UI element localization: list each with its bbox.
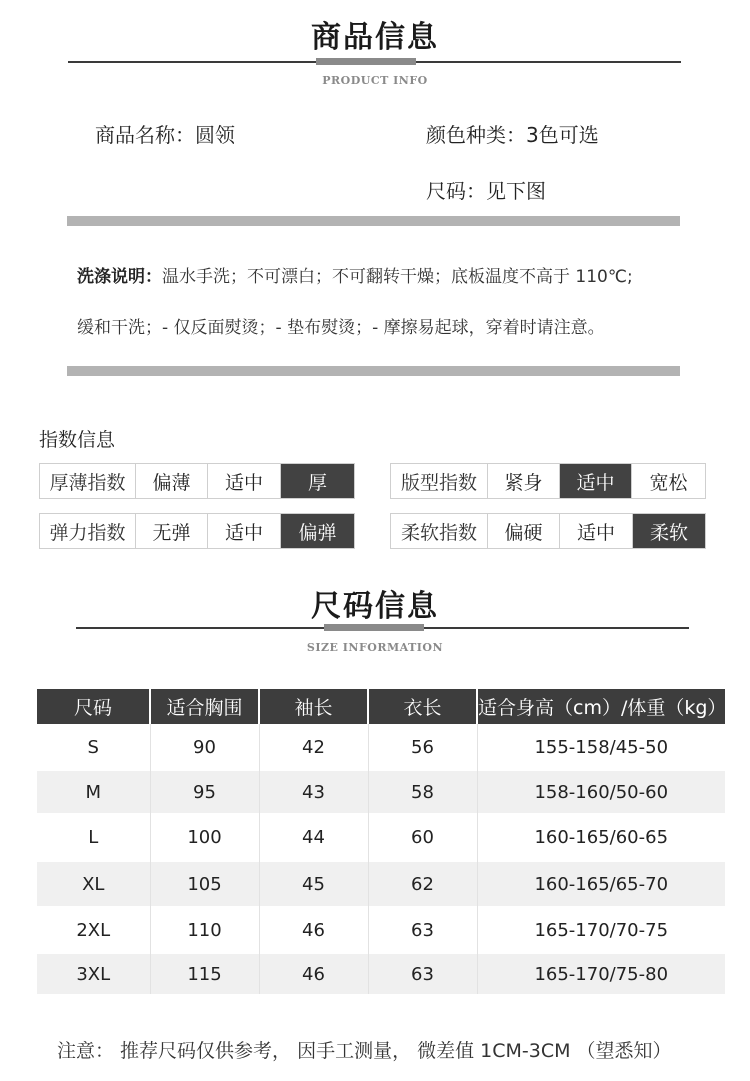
size-info-title: 尺码信息 (311, 589, 439, 624)
table-row (37, 813, 725, 862)
cell-length: 58 (368, 771, 477, 813)
cell-size: XL (37, 862, 150, 906)
product-info-title: 商品信息 (311, 20, 439, 55)
index-option: 无弹 (136, 514, 208, 548)
cell-sleeve: 43 (259, 771, 368, 813)
cell-height-weight: 155-158/45-50 (477, 724, 725, 771)
index-label: 版型指数 (391, 464, 488, 498)
wash-instructions-line2: 缓和干洗；- 仅反面熨烫；- 垫布熨烫；- 摩擦易起球，穿着时请注意。 (77, 318, 605, 338)
wash-text-1: 温水手洗；不可漂白；不可翻转干燥；底板温度不高于 110℃; (162, 267, 633, 287)
product-name: 商品名称：圆领 (95, 123, 235, 147)
cell-size: 3XL (37, 954, 150, 994)
index-option-selected: 厚 (281, 464, 354, 498)
cell-chest: 115 (150, 954, 259, 994)
cell-sleeve: 46 (259, 906, 368, 954)
divider-band (67, 366, 680, 376)
cell-sleeve: 45 (259, 862, 368, 906)
cell-length: 62 (368, 862, 477, 906)
header-sleeve: 袖长 (259, 689, 368, 724)
header-length: 衣长 (368, 689, 477, 724)
color-options: 颜色种类：3色可选 (426, 123, 599, 147)
cell-size: 2XL (37, 906, 150, 954)
cell-sleeve: 42 (259, 724, 368, 771)
cell-height-weight: 165-170/70-75 (477, 906, 725, 954)
elasticity-index-row (39, 513, 355, 549)
index-option-selected: 偏弹 (281, 514, 354, 548)
size-reference: 尺码：见下图 (426, 179, 546, 203)
cell-sleeve: 44 (259, 813, 368, 862)
table-row (37, 862, 725, 906)
cell-height-weight: 165-170/75-80 (477, 954, 725, 994)
header-chest: 适合胸围 (150, 689, 259, 724)
wash-label: 洗涤说明： (77, 267, 162, 287)
index-option: 适中 (208, 514, 281, 548)
size-info-subtitle: SIZE INFORMATION (306, 641, 444, 654)
index-option: 适中 (208, 464, 281, 498)
cell-length: 63 (368, 906, 477, 954)
cell-chest: 90 (150, 724, 259, 771)
title-accent-bar (316, 58, 416, 65)
index-option-selected: 适中 (560, 464, 632, 498)
table-row (37, 771, 725, 813)
index-option: 紧身 (488, 464, 560, 498)
fit-index-row (390, 463, 706, 499)
wash-instructions-line1 (77, 262, 633, 287)
softness-index-row (390, 513, 706, 549)
cell-height-weight: 160-165/60-65 (477, 813, 725, 862)
index-label: 柔软指数 (391, 514, 488, 548)
table-header-row (37, 689, 725, 724)
cell-length: 63 (368, 954, 477, 994)
header-height-weight: 适合身高（cm）/体重（kg） (477, 689, 725, 724)
cell-chest: 100 (150, 813, 259, 862)
cell-length: 56 (368, 724, 477, 771)
cell-size: S (37, 724, 150, 771)
cell-height-weight: 158-160/50-60 (477, 771, 725, 813)
thickness-index-row (39, 463, 355, 499)
cell-chest: 95 (150, 771, 259, 813)
cell-size: L (37, 813, 150, 862)
cell-height-weight: 160-165/65-70 (477, 862, 725, 906)
index-label: 弹力指数 (40, 514, 136, 548)
index-option: 适中 (560, 514, 633, 548)
cell-length: 60 (368, 813, 477, 862)
table-row (37, 954, 725, 994)
table-row (37, 724, 725, 771)
index-info-title: 指数信息 (39, 429, 116, 451)
cell-chest: 105 (150, 862, 259, 906)
index-option: 偏硬 (488, 514, 560, 548)
index-option: 宽松 (649, 471, 688, 494)
title-accent-bar (324, 624, 424, 631)
cell-sleeve: 46 (259, 954, 368, 994)
product-info-subtitle: PRODUCT INFO (322, 74, 428, 87)
size-note: 注意： 推荐尺码仅供参考， 因手工测量， 微差值 1CM-3CM （望悉知） (57, 1040, 672, 1062)
header-size: 尺码 (37, 689, 150, 724)
size-table (37, 689, 725, 994)
table-row (37, 906, 725, 954)
index-label: 厚薄指数 (40, 464, 136, 498)
cell-size: M (37, 771, 150, 813)
index-option: 偏薄 (136, 464, 208, 498)
cell-chest: 110 (150, 906, 259, 954)
divider-band (67, 216, 680, 226)
index-option-selected: 柔软 (633, 514, 705, 548)
